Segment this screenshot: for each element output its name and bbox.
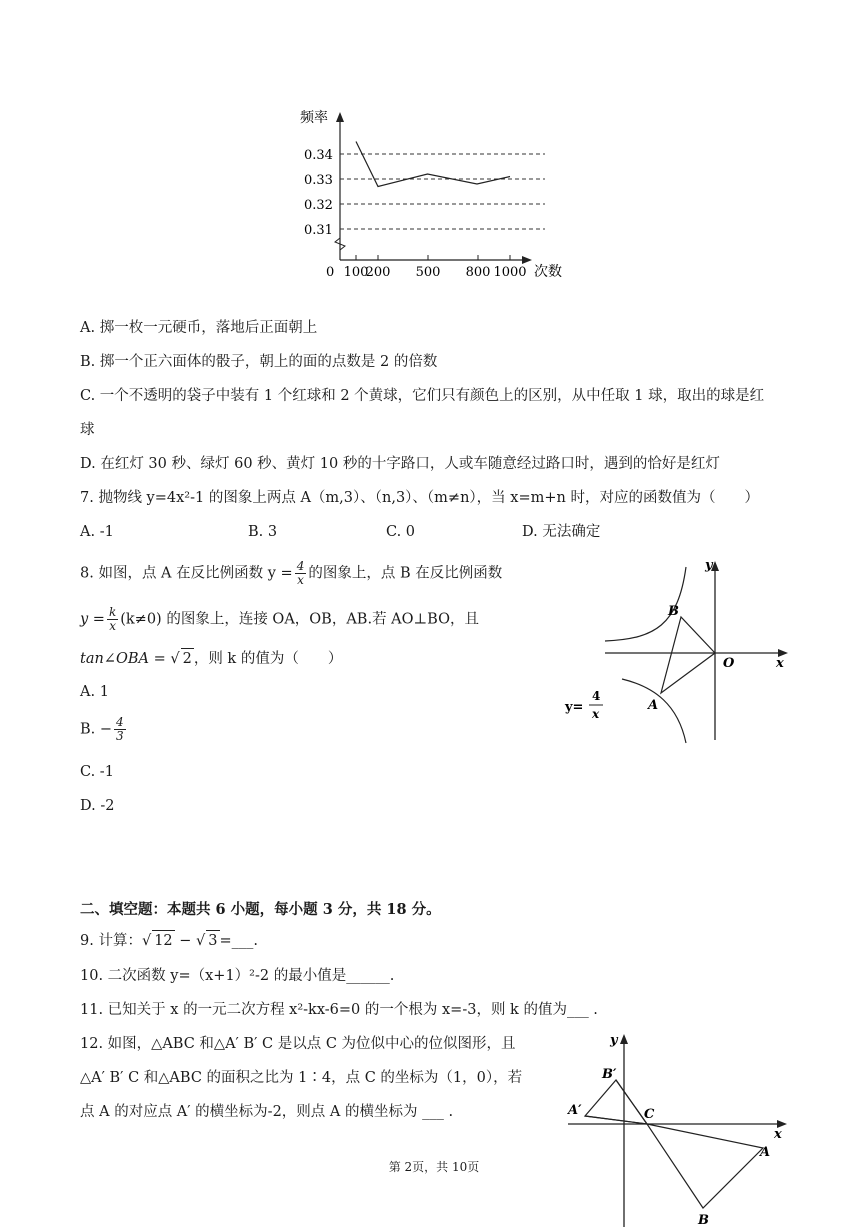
q12-line2: △A′ B′ C 和△ABC 的面积之比为 1∶4，点 C 的坐标为（1，0），若 xyxy=(80,1070,523,1086)
q12-line3: 点 A 的对应点 A′ 的横坐标为-2，则点 A 的横坐标为 ___ . xyxy=(80,1104,454,1120)
y-axis-arrow xyxy=(336,112,344,122)
q9-minus: − xyxy=(179,933,192,949)
section-2-heading: 二、填空题：本题共 6 小题，每小题 3 分，共 18 分。 xyxy=(80,901,441,918)
q8-fn-lhs: y= xyxy=(565,700,584,715)
q12-line1: 12. 如图，△ABC 和△A′ B′ C 是以点 C 为位似中心的位似图形，且 xyxy=(80,1036,516,1052)
q8-label-x: x xyxy=(776,656,784,671)
q9: 9. 计算：√ 12 − √ 3 =___. xyxy=(80,930,258,951)
x-tick-label: 1000 xyxy=(493,265,527,280)
x-tick-label: 800 xyxy=(465,265,491,280)
q8-triangle-oab xyxy=(661,617,715,693)
q6-option-c-line1: C. 一个不透明的袋子中装有 1 个红球和 2 个黄球，它们只有颜色上的区别，从中任取 1 球，取出的球是红 xyxy=(80,388,765,404)
q9-prefix: 9. 计算： xyxy=(80,933,142,949)
q12-label-x: x xyxy=(774,1127,782,1142)
q9-suffix: =___. xyxy=(219,933,259,949)
q6-option-b: B. 掷一个正六面体的骰子，朝上的面的点数是 2 的倍数 xyxy=(80,354,438,370)
q8-option-b-prefix: B. − xyxy=(80,721,113,738)
q6-option-a: A. 掷一枚一元硬币，落地后正面朝上 xyxy=(80,320,318,336)
frequency-chart xyxy=(290,100,580,285)
x-tick-label: 100 xyxy=(343,265,369,280)
q8-line1-b: 的图象上，点 B 在反比例函数 xyxy=(308,565,503,582)
q7-option-a: A. -1 xyxy=(80,524,114,540)
q8-label-y: y xyxy=(705,558,713,573)
q8-option-c: C. -1 xyxy=(80,764,114,780)
y-tick-label: 0.34 xyxy=(304,148,333,163)
q8-line2-b: (k≠0) 的图象上，连接 OA，OB，AB.若 AO⊥BO，且 xyxy=(120,611,479,628)
q12-label-y: y xyxy=(610,1033,618,1048)
q8-sqrt-2: 2 xyxy=(181,648,194,669)
q9-sqrt-12: 12 xyxy=(152,930,174,951)
y-tick-label: 0.32 xyxy=(304,198,333,213)
q8-option-b xyxy=(80,716,128,743)
q7-option-b: B. 3 xyxy=(248,524,278,540)
q8-line1-a: 8. 如图，点 A 在反比例函数 y = xyxy=(80,565,293,582)
y-tick-label: 0.31 xyxy=(304,223,333,238)
q8-figure xyxy=(560,555,800,745)
q8-fn-num: 4 xyxy=(592,689,601,703)
q8-line3: tan∠OBA = √ 2 ，则 k 的值为（ ） xyxy=(80,648,342,669)
q8-label-o: O xyxy=(723,656,735,671)
chart-ylabel: 频率 xyxy=(300,110,328,126)
q12-label-c: C xyxy=(644,1107,655,1122)
chart-xlabel: 次数 xyxy=(534,264,562,280)
q11: 11. 已知关于 x 的一元二次方程 x²-kx-6=0 的一个根为 x=-3，则 k 的值为___ . xyxy=(80,1002,598,1018)
page-footer: 第 2页，共 10页 xyxy=(388,1160,480,1174)
q10: 10. 二次函数 y=（x+1）²-2 的最小值是______. xyxy=(80,968,395,984)
q8-fn-den: x xyxy=(592,707,600,721)
q8-label-b: B xyxy=(668,604,679,619)
q12-label-ap: A′ xyxy=(568,1103,582,1118)
q8-line3-a: tan∠OBA = xyxy=(80,651,166,667)
q8-line2 xyxy=(80,606,479,633)
x-tick-label: 0 xyxy=(326,265,335,280)
q7-stem: 7. 抛物线 y=4x²-1 的图象上两点 A（m,3）、（n,3）、（m≠n），当 x=m+n 时，对应的函数值为（ ） xyxy=(80,490,759,506)
x-tick-label: 500 xyxy=(415,265,441,280)
q8-line3-b: ，则 k 的值为（ ） xyxy=(193,651,343,667)
q12-y-arrow xyxy=(620,1034,628,1044)
q12-figure xyxy=(560,1030,800,1227)
q8-option-a: A. 1 xyxy=(80,684,109,700)
q12-label-bp: B′ xyxy=(602,1067,617,1082)
q8-option-d: D. -2 xyxy=(80,798,115,814)
q9-sqrt-3: 3 xyxy=(206,930,219,951)
q8-label-a: A xyxy=(648,698,659,713)
q6-option-d: D. 在红灯 30 秒、绿灯 60 秒、黄灯 10 秒的十字路口，人或车随意经过路口时，遇到的恰好是红灯 xyxy=(80,456,720,472)
q12-line-bp-b xyxy=(616,1080,647,1124)
q8-fraction-k-over-x: $\frac{k}{x}$ xyxy=(108,605,117,633)
q7-option-c: C. 0 xyxy=(386,524,416,540)
q8-fraction-4-over-x: $\frac{4}{x}$ xyxy=(296,559,305,587)
q12-label-a: A xyxy=(760,1145,771,1160)
q12-label-b: B xyxy=(698,1213,709,1227)
q7-option-d: D. 无法确定 xyxy=(522,524,601,540)
q12-line-ap-a xyxy=(585,1116,647,1124)
q8-option-b-fraction: $\frac{4}{3}$ xyxy=(116,715,124,743)
y-tick-label: 0.33 xyxy=(304,173,333,188)
x-tick-label: 200 xyxy=(365,265,391,280)
q8-line2-y: y = xyxy=(80,611,105,628)
x-axis-arrow xyxy=(522,256,532,264)
q8-line1 xyxy=(80,560,502,587)
frequency-series-line xyxy=(356,142,510,187)
q6-option-c-line2: 球 xyxy=(80,422,95,438)
